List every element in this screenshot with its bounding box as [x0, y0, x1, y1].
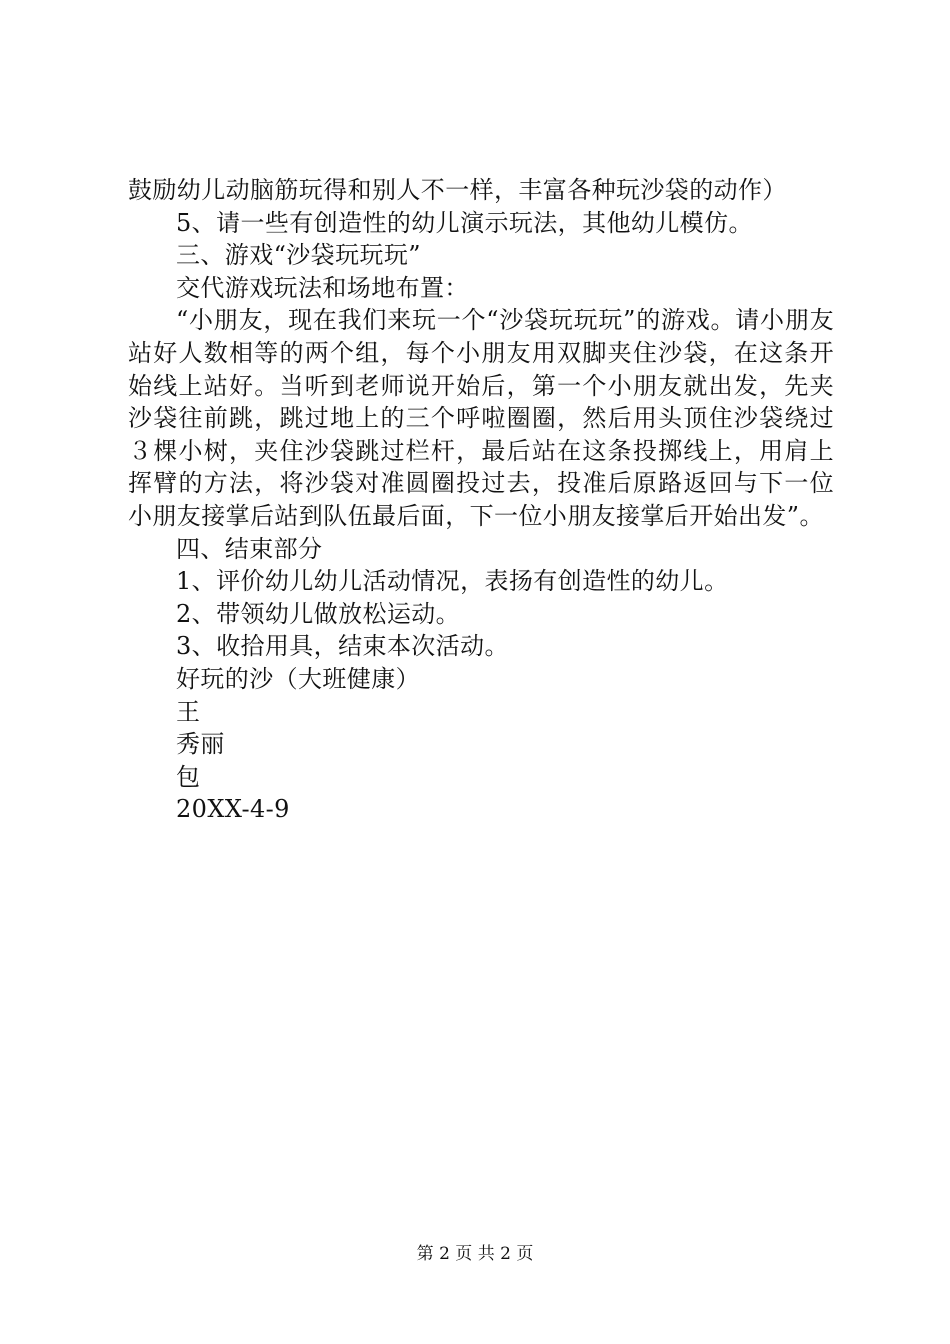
document-title: 好玩的沙（大班健康） — [176, 664, 420, 693]
document-body — [128, 174, 834, 826]
author-line-3: 包 — [176, 762, 201, 791]
text-line-ending-1: 1、评价幼儿幼儿活动情况，表扬有创造性的幼儿。 — [176, 567, 729, 596]
document-date: 20XX-4-9 — [176, 795, 290, 824]
section-heading-ending: 四、结束部分 — [176, 534, 323, 563]
text-line-encourage: 鼓励幼儿动脑筋玩得和别人不一样，丰富各种玩沙袋的动作） — [128, 176, 787, 204]
author-line-2: 秀丽 — [176, 730, 225, 759]
author-line-1: 王 — [176, 697, 201, 726]
text-line-game-intro: 交代游戏玩法和场地布置： — [176, 273, 469, 302]
text-line-ending-2: 2、带领幼儿做放松运动。 — [176, 599, 461, 628]
text-line-step-5: 5、请一些有创造性的幼儿演示玩法，其他幼儿模仿。 — [176, 208, 753, 237]
page-footer: 第 2 页 共 2 页 — [416, 1244, 534, 1264]
text-line-ending-3: 3、收拾用具，结束本次活动。 — [176, 632, 509, 661]
section-heading-game: 三、游戏“沙袋玩玩玩” — [176, 241, 421, 270]
game-instructions-paragraph: “小朋友，现在我们来玩一个“沙袋玩玩玩”的游戏。请小朋友站好人数相等的两个组，每个小朋友用双脚夹住沙袋，在这条开始线上站好。当听到老师说开始后，第一个小朋友就出发，先夹沙袋往前跳，跳过地上的三个呼啦圈圈，然后用头顶住沙袋绕过３棵小树，夹住沙袋跳过栏杆，最后站在这条投掷线上，用肩上挥臂的方法，将沙袋对准圆圈投过去，投准后原路返回与下一位小朋友接掌后站到队伍最后面，下一位小朋友接掌后开始出发”。 — [128, 306, 834, 530]
